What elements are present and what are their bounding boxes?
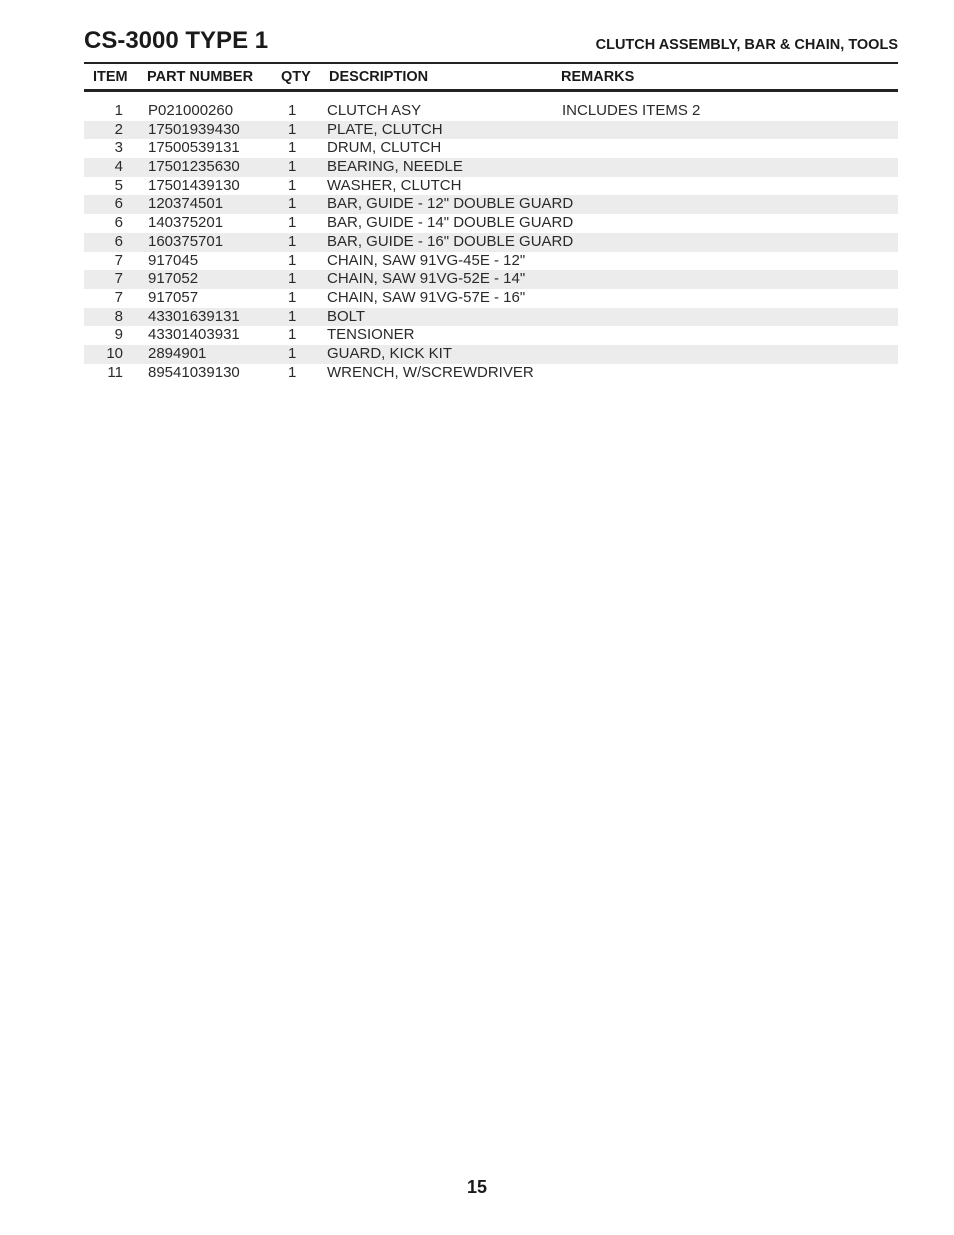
cell-part-number: 917052 (148, 270, 199, 288)
table-row (84, 326, 898, 345)
cell-description: BAR, GUIDE - 16" DOUBLE GUARD (327, 232, 574, 250)
cell-description: CHAIN, SAW 91VG-52E - 14" (327, 270, 526, 288)
cell-description: PLATE, CLUTCH (327, 120, 443, 138)
table-header (84, 62, 898, 92)
column-header-qty: QTY (281, 69, 311, 85)
cell-qty: 1 (288, 270, 297, 288)
cell-description: CHAIN, SAW 91VG-57E - 16" (327, 288, 526, 306)
column-header-description: DESCRIPTION (329, 69, 429, 85)
cell-qty: 1 (288, 307, 297, 325)
table-row (84, 102, 898, 121)
cell-part-number: 120374501 (148, 195, 224, 213)
cell-item: 9 (114, 326, 123, 344)
table-row (84, 270, 898, 289)
cell-item: 4 (114, 158, 123, 176)
table-row (84, 345, 898, 364)
page-number: 15 (466, 1177, 488, 1197)
cell-qty: 1 (288, 102, 297, 119)
cell-qty: 1 (288, 139, 297, 157)
cell-item: 11 (107, 363, 123, 381)
cell-description: BEARING, NEEDLE (327, 158, 463, 176)
model-title: CS-3000 TYPE 1 (84, 27, 269, 54)
parts-table (84, 102, 898, 382)
table-row (84, 139, 898, 158)
cell-part-number: 17501439130 (148, 176, 240, 194)
cell-item: 7 (114, 251, 123, 269)
cell-qty: 1 (288, 344, 297, 362)
cell-item: 1 (114, 102, 123, 119)
table-row (84, 195, 898, 214)
cell-description: BOLT (327, 307, 366, 325)
cell-item: 10 (106, 344, 123, 362)
cell-item: 5 (114, 176, 123, 194)
cell-item: 6 (114, 232, 123, 250)
cell-qty: 1 (288, 326, 297, 344)
cell-part-number: 160375701 (148, 232, 224, 250)
cell-part-number: 17500539131 (148, 139, 240, 157)
cell-qty: 1 (288, 232, 297, 250)
cell-item: 6 (114, 195, 123, 213)
table-row (84, 121, 898, 140)
column-header-part-number: PART NUMBER (147, 69, 254, 85)
cell-part-number: 43301639131 (148, 307, 240, 325)
cell-part-number: 89541039130 (148, 363, 240, 381)
cell-qty: 1 (288, 251, 297, 269)
table-row (84, 233, 898, 252)
cell-item: 6 (114, 214, 123, 232)
cell-qty: 1 (288, 176, 297, 194)
cell-description: WRENCH, W/SCREWDRIVER (327, 363, 534, 381)
cell-description: BAR, GUIDE - 12" DOUBLE GUARD (327, 195, 574, 213)
column-header-item: ITEM (93, 69, 128, 85)
cell-description: GUARD, KICK KIT (327, 344, 453, 362)
cell-item: 2 (114, 120, 123, 138)
page-header (84, 26, 898, 60)
cell-qty: 1 (288, 120, 297, 138)
cell-part-number: 17501235630 (148, 158, 240, 176)
cell-qty: 1 (288, 195, 297, 213)
cell-item: 8 (114, 307, 123, 325)
section-title: CLUTCH ASSEMBLY, BAR & CHAIN, TOOLS (595, 37, 898, 53)
cell-item: 7 (114, 270, 123, 288)
cell-description: DRUM, CLUTCH (327, 139, 442, 157)
table-row (84, 158, 898, 177)
cell-description: CHAIN, SAW 91VG-45E - 12" (327, 251, 526, 269)
cell-item: 7 (114, 288, 123, 306)
cell-part-number: 17501939430 (148, 120, 240, 138)
cell-part-number: 140375201 (148, 214, 224, 232)
table-row (84, 289, 898, 308)
table-row (84, 308, 898, 327)
cell-part-number: P021000260 (148, 102, 234, 119)
cell-qty: 1 (288, 363, 297, 381)
table-row (84, 177, 898, 196)
cell-qty: 1 (288, 158, 297, 176)
cell-description: TENSIONER (327, 326, 415, 344)
cell-description: BAR, GUIDE - 14" DOUBLE GUARD (327, 214, 574, 232)
cell-part-number: 917045 (148, 251, 199, 269)
column-header-remarks: REMARKS (561, 69, 635, 85)
cell-part-number: 917057 (148, 288, 199, 306)
cell-item: 3 (114, 139, 123, 157)
cell-description: CLUTCH ASY (327, 102, 422, 119)
table-row (84, 364, 898, 383)
table-row (84, 214, 898, 233)
cell-qty: 1 (288, 288, 297, 306)
cell-qty: 1 (288, 214, 297, 232)
cell-description: WASHER, CLUTCH (327, 176, 462, 194)
table-row (84, 252, 898, 271)
cell-part-number: 2894901 (148, 344, 207, 362)
cell-part-number: 43301403931 (148, 326, 240, 344)
cell-remarks: INCLUDES ITEMS 2 (562, 102, 701, 119)
